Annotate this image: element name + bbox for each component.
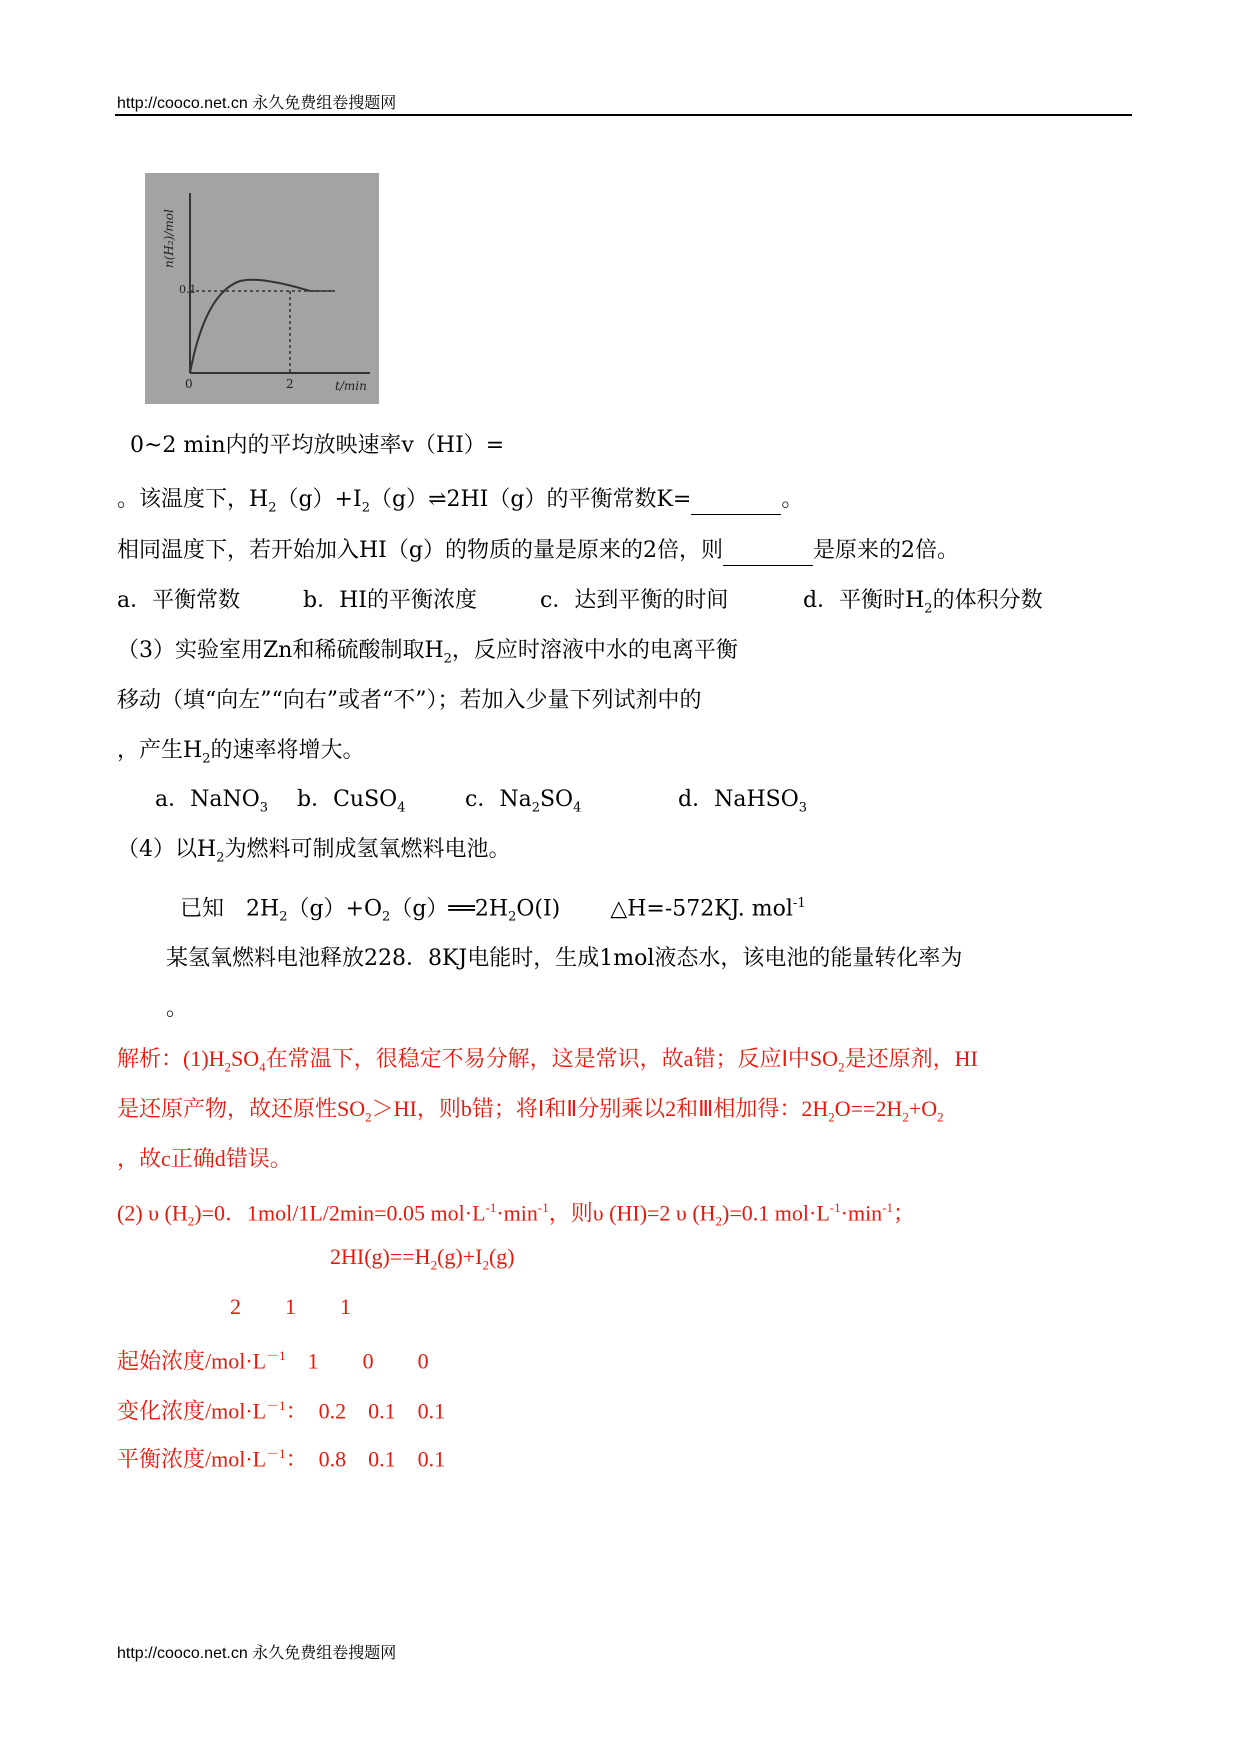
answer-line-1: 解析：$(1)H_2SO_4$在常温下，很稳定不易分解，这是常识，故a错；反应Ⅰ中$SO_2$是还原剂，HI <box>117 1046 978 1075</box>
q4-line-3: 。 <box>166 996 189 1021</box>
option-d: d．NaHSO$_3$ <box>678 787 808 816</box>
y-axis-label: n(H₂)/mol <box>162 209 176 268</box>
option-c: c．$Na_2SO_4$ <box>465 787 582 816</box>
row-initial: 起始浓度$/mol\cdot L^{-1}$ 1 0 0 <box>117 1348 429 1374</box>
answer-equation: $2HI(g)==H_2(g)+I_2(g)$ <box>330 1244 515 1273</box>
q-line-3: 相同温度下，若开始加入HI（g）的物质的量是原来的2倍，则 是原来的2倍。 <box>117 537 959 566</box>
q-line-1: 0~2 min内的平均放映速率v（HI）= <box>130 433 505 458</box>
answer-line-2: 是还原产物，故还原性$SO_2>HI$，则b错；将Ⅰ和Ⅱ分别乘以2和Ⅲ相加得：$2H_2O==2H_2+O_2$ <box>117 1096 944 1125</box>
y-tick-label: 0.1 <box>179 283 197 296</box>
row-change: 变化浓度$/mol\cdot L^{-1}$： 0.2 0.1 0.1 <box>117 1398 446 1424</box>
graph-svg <box>145 173 379 404</box>
answer-line-4: (2) υ $(H_2)=0$．1mol/1L/2min=0.05 $mol\cdot L^{-1}\cdot\min^{-1}$，则υ (HI)=2 υ $(H_2)=0.1$ $mol\cdot L^{-1}\cdot\min^{-1}$； <box>117 1200 916 1229</box>
x-axis-label: t/min <box>335 379 367 393</box>
options-line-1: a．平衡常数 <box>117 588 241 613</box>
answer-line-3: ，故c正确d错误。 <box>117 1146 292 1171</box>
header-rule <box>115 114 1132 116</box>
q4-line-2: 某氢氧燃料电池释放228．8KJ电能时，生成1mol液态水，该电池的能量转化率为 <box>166 946 963 971</box>
x-tick-label: 2 <box>286 377 294 391</box>
q-line-2: 。该温度下，$H_2(g)+I_2(g)\rightleftharpoons 2HI(g)$的平衡常数K= 。 <box>117 487 804 516</box>
row-equilibrium: 平衡浓度$/mol\cdot L^{-1}$： 0.8 0.1 0.1 <box>117 1446 446 1472</box>
option-a: a．NaNO$_3$ <box>155 787 269 816</box>
equilibrium-arrow: ⇌ <box>428 487 447 512</box>
option-b: b．CuSO$_4$ <box>297 787 406 816</box>
q4-line-1: （4）以$H_2$为燃料可制成氢氧燃料电池。 <box>117 837 511 866</box>
header-site: http://cooco.net.cn 永久免费组卷搜题网 <box>117 95 397 112</box>
origin-label: 0 <box>185 377 193 391</box>
q3-line-3: ，产生$H_2$的速率将增大。 <box>117 738 365 767</box>
q3-line-1: （3）实验室用Zn和稀硫酸制取$H_2$，反应时溶液中水的电离平衡 <box>117 638 738 667</box>
answer-coefficients: 2 1 1 <box>230 1294 352 1319</box>
known-equation: 已知 $2H_2(g)+O_2(g)══2H_2O(I)$ △H=-572KJ. mol$^{-1}$ <box>180 896 806 925</box>
answer-blank-double <box>723 537 813 566</box>
q3-line-2: 移动（填“向左”“向右”或者“不”）；若加入少量下列试剂中的 <box>117 688 702 713</box>
answer-blank-k <box>691 486 781 515</box>
footer-site: http://cooco.net.cn 永久免费组卷搜题网 <box>117 1645 397 1662</box>
figure-graph <box>145 173 379 404</box>
